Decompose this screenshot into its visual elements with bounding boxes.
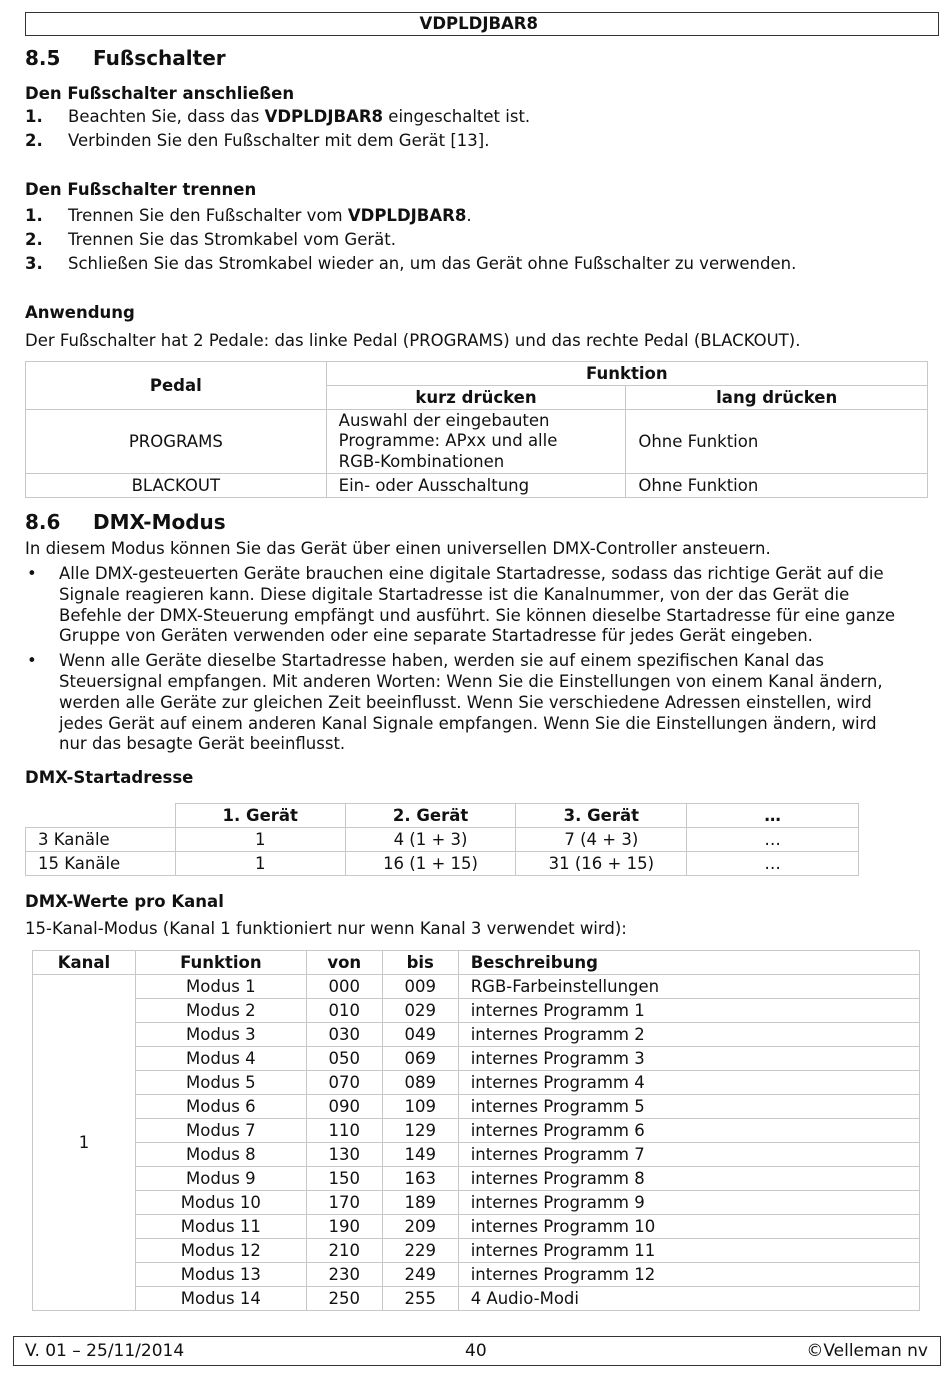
footer-page-number: 40 xyxy=(465,1341,487,1361)
table-cell: 029 xyxy=(382,999,458,1023)
table-cell: internes Programm 8 xyxy=(458,1167,919,1191)
table-cell: 129 xyxy=(382,1119,458,1143)
subheading-start-address: DMX-Startadresse xyxy=(25,768,194,787)
table-cell: 250 xyxy=(306,1287,382,1311)
table-cell: internes Programm 5 xyxy=(458,1095,919,1119)
table-cell: Modus 5 xyxy=(135,1071,306,1095)
table-cell: 255 xyxy=(382,1287,458,1311)
table-cell: internes Programm 12 xyxy=(458,1263,919,1287)
table-cell: 170 xyxy=(306,1191,382,1215)
table-cell: 090 xyxy=(306,1095,382,1119)
table-cell: 010 xyxy=(306,999,382,1023)
table-cell: Modus 2 xyxy=(135,999,306,1023)
table-cell: internes Programm 11 xyxy=(458,1239,919,1263)
table-cell: 130 xyxy=(306,1143,382,1167)
table-row xyxy=(33,1215,920,1239)
table-cell: Modus 10 xyxy=(135,1191,306,1215)
table-cell: 000 xyxy=(306,975,382,999)
list-item: 1. Beachten Sie, dass das VDPLDJBAR8 eingeschaltet ist. xyxy=(25,107,531,126)
bullet-icon: • xyxy=(27,564,37,583)
page-header xyxy=(25,12,939,36)
subheading-connect: Den Fußschalter anschließen xyxy=(25,84,295,103)
list-item: • Alle DMX-gesteuerten Geräte brauchen eine digitale Startadresse, sodass das richtige Gerät auf die Signale reagieren kann. Diese digitale Startadresse ist die Kanalnummer, von der das Gerät die Befehle der DMX-Steuerung empfängt und ausführt. Sie können dieselbe Startadresse für eine ganze Gruppe von Geräten verwenden oder eine separate Startadresse für jedes Gerät eingeben. xyxy=(27,564,896,646)
table-row xyxy=(33,1263,920,1287)
section-heading-8-6 xyxy=(25,510,226,534)
table-row xyxy=(33,975,920,999)
table-row: 3 Kanäle 1 4 (1 + 3) 7 (4 + 3) … xyxy=(26,828,859,852)
subheading-disconnect: Den Fußschalter trennen xyxy=(25,180,257,199)
table-row xyxy=(33,999,920,1023)
table-cell: RGB-Farbeinstellungen xyxy=(458,975,919,999)
table-cell: 009 xyxy=(382,975,458,999)
section-number: 8.6 xyxy=(25,510,61,534)
table-cell: Modus 11 xyxy=(135,1215,306,1239)
table-row xyxy=(33,1239,920,1263)
table-cell: 150 xyxy=(306,1167,382,1191)
table-row xyxy=(33,1047,920,1071)
table-row xyxy=(33,1191,920,1215)
table-row: PROGRAMS Auswahl der eingebauten Programme: APxx und alle RGB-Kombinationen Ohne Funktion xyxy=(26,410,928,474)
table-cell: 189 xyxy=(382,1191,458,1215)
table-cell: 050 xyxy=(306,1047,382,1071)
table-row xyxy=(33,1071,920,1095)
table-cell: Modus 4 xyxy=(135,1047,306,1071)
dmx-values-table: Kanal Funktion von bis Beschreibung 1 Modus 1 000 009 RGB-Farbeinstellungen Modus 2 010 029 internes Programm 1 Modus 3 030 049 internes Programm 2 Modus 4 050 069 internes Programm 3 Modus 5 070 089 internes Programm 4 Modus 6 090 109 internes Programm 5 Modus 7 110 129 internes Programm 6 Modus 8 130 149 internes Programm 7 Modus 9 150 163 internes Programm 8 Modus 10 170 189 internes Programm 9 Modus 11 190 209 internes Programm 10 Modus 12 210 229 internes Programm 11 Modus 13 230 249 internes Programm 12 Modus 14 250 255 4 Audio-Modi xyxy=(32,950,920,1311)
section-title: Fußschalter xyxy=(93,46,226,70)
table-cell: 049 xyxy=(382,1023,458,1047)
table-cell: internes Programm 2 xyxy=(458,1023,919,1047)
table-cell: 190 xyxy=(306,1215,382,1239)
table-cell: 249 xyxy=(382,1263,458,1287)
table-cell: Modus 8 xyxy=(135,1143,306,1167)
bullet-icon: • xyxy=(27,651,37,671)
table-cell: 030 xyxy=(306,1023,382,1047)
table-row xyxy=(33,1143,920,1167)
usage-text: Der Fußschalter hat 2 Pedale: das linke Pedal (PROGRAMS) und das rechte Pedal (BLACKOUT). xyxy=(25,331,801,350)
table-row xyxy=(33,1023,920,1047)
table-cell: internes Programm 6 xyxy=(458,1119,919,1143)
table-cell: 070 xyxy=(306,1071,382,1095)
table-header-pedal: Pedal xyxy=(26,362,327,410)
table-cell: 229 xyxy=(382,1239,458,1263)
bullet-list xyxy=(25,564,935,759)
table-cell: 149 xyxy=(382,1143,458,1167)
table-cell: internes Programm 3 xyxy=(458,1047,919,1071)
start-address-table: 1. Gerät 2. Gerät 3. Gerät … 3 Kanäle 1 4 (1 + 3) 7 (4 + 3) … 15 Kanäle 1 16 (1 + 15) 31 (16 + 15) … xyxy=(25,803,859,876)
table-cell: Modus 9 xyxy=(135,1167,306,1191)
table-cell: Modus 6 xyxy=(135,1095,306,1119)
list-item: 1. Trennen Sie den Fußschalter vom VDPLDJBAR8. xyxy=(25,206,472,225)
table-header-long: lang drücken xyxy=(626,386,928,410)
list-item: • Wenn alle Geräte dieselbe Startadresse haben, werden sie auf einem spezifischen Kanal das Steuersignal empfangen. Mit anderen Worten: Wenn Sie die Einstellungen von einem Kanal ändern, werden alle Geräte zur gleichen Zeit beeinflusst. Wenn Sie verschiedene Adressen einstellen, wird jedes Gerät auf einem anderen Kanal Signale empfangen. Wenn Sie die Einstellungen ändern, wird nur das besagte Gerät beeinflusst. xyxy=(27,651,883,754)
table-row: BLACKOUT Ein- oder Ausschaltung Ohne Funktion xyxy=(26,474,928,498)
table-cell: internes Programm 1 xyxy=(458,999,919,1023)
header-title: VDPLDJBAR8 xyxy=(419,14,538,33)
table-cell: 209 xyxy=(382,1215,458,1239)
page-footer xyxy=(13,1336,941,1366)
table-cell: Modus 13 xyxy=(135,1263,306,1287)
table-cell: Modus 7 xyxy=(135,1119,306,1143)
table-cell: Modus 1 xyxy=(135,975,306,999)
table-cell: Modus 14 xyxy=(135,1287,306,1311)
values-intro: 15-Kanal-Modus (Kanal 1 funktioniert nur wenn Kanal 3 verwendet wird): xyxy=(25,919,627,938)
table-cell: Modus 12 xyxy=(135,1239,306,1263)
table-row: 15 Kanäle 1 16 (1 + 15) 31 (16 + 15) … xyxy=(26,852,859,876)
table-cell: 089 xyxy=(382,1071,458,1095)
subheading-usage: Anwendung xyxy=(25,303,135,322)
table-header-function: Funktion xyxy=(326,362,927,386)
section-number: 8.5 xyxy=(25,46,61,70)
channel-cell: 1 xyxy=(33,975,136,1311)
table-cell: 069 xyxy=(382,1047,458,1071)
table-row xyxy=(33,1167,920,1191)
table-row xyxy=(33,1287,920,1311)
subheading-values: DMX-Werte pro Kanal xyxy=(25,892,224,911)
list-item: 2. Verbinden Sie den Fußschalter mit dem Gerät [13]. xyxy=(25,131,490,150)
table-cell: 109 xyxy=(382,1095,458,1119)
pedal-table xyxy=(25,361,928,498)
table-cell: Modus 3 xyxy=(135,1023,306,1047)
table-cell: 230 xyxy=(306,1263,382,1287)
table-cell: 110 xyxy=(306,1119,382,1143)
table-cell: internes Programm 9 xyxy=(458,1191,919,1215)
list-item: 3. Schließen Sie das Stromkabel wieder an, um das Gerät ohne Fußschalter zu verwenden. xyxy=(25,254,797,273)
footer-copyright: ©Velleman nv xyxy=(806,1341,928,1361)
table-cell: 4 Audio-Modi xyxy=(458,1287,919,1311)
section-title: DMX-Modus xyxy=(93,510,226,534)
table-row xyxy=(33,1095,920,1119)
table-cell: internes Programm 10 xyxy=(458,1215,919,1239)
table-header-short: kurz drücken xyxy=(326,386,626,410)
list-item: 2. Trennen Sie das Stromkabel vom Gerät. xyxy=(25,230,396,249)
dmx-intro: In diesem Modus können Sie das Gerät über einen universellen DMX-Controller ansteuern. xyxy=(25,539,771,558)
table-row xyxy=(33,1119,920,1143)
table-cell: internes Programm 7 xyxy=(458,1143,919,1167)
footer-version: V. 01 – 25/11/2014 xyxy=(25,1341,185,1361)
table-cell: 210 xyxy=(306,1239,382,1263)
table-cell: 163 xyxy=(382,1167,458,1191)
table-cell: internes Programm 4 xyxy=(458,1071,919,1095)
section-heading-8-5 xyxy=(25,46,226,70)
